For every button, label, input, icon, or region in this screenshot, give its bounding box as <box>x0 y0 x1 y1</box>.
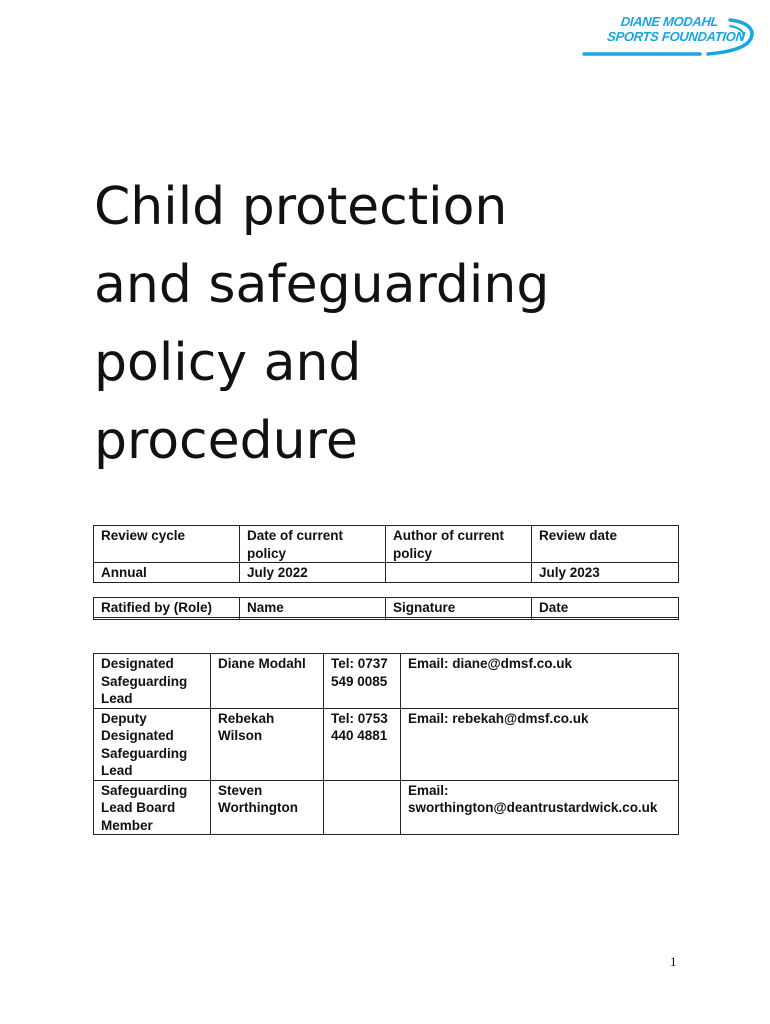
document-title <box>94 168 694 480</box>
header-cell: Ratified by (Role) <box>94 598 240 618</box>
table-row <box>94 654 679 709</box>
table-row <box>94 563 679 583</box>
table-cell <box>386 563 532 583</box>
table-cell <box>532 617 679 619</box>
contact-email: Email: diane@dmsf.co.uk <box>401 654 679 709</box>
table-cell <box>240 617 386 619</box>
header-cell: Date of current policy <box>240 526 386 563</box>
header-cell: Name <box>240 598 386 618</box>
review-table <box>93 525 679 583</box>
header-cell: Date <box>532 598 679 618</box>
contact-email: Email: sworthington@deantrustardwick.co.uk <box>401 780 679 835</box>
table-cell: July 2022 <box>240 563 386 583</box>
table-cell <box>94 617 240 619</box>
table-row <box>94 526 679 563</box>
table-cell <box>386 617 532 619</box>
contact-name: Diane Modahl <box>211 654 324 709</box>
title-line3: policy and <box>94 333 362 393</box>
table-row <box>94 617 679 619</box>
contact-role: Safeguarding Lead Board Member <box>94 780 211 835</box>
contact-email: Email: rebekah@dmsf.co.uk <box>401 708 679 780</box>
title-line4: procedure <box>94 411 358 471</box>
contact-tel: Tel: 0737 549 0085 <box>324 654 401 709</box>
page-number: 1 <box>670 954 677 969</box>
table-row <box>94 780 679 835</box>
title-line1: Child protection <box>94 177 508 237</box>
contacts-table <box>93 653 679 835</box>
logo-line1: DIANE MODAHL <box>620 14 720 29</box>
contact-name: Rebekah Wilson <box>211 708 324 780</box>
table-cell: Annual <box>94 563 240 583</box>
ratified-table <box>93 597 679 620</box>
contact-name: Steven Worthington <box>211 780 324 835</box>
contact-role: Deputy Designated Safeguarding Lead <box>94 708 211 780</box>
contact-role: Designated Safeguarding Lead <box>94 654 211 709</box>
header-cell: Author of current policy <box>386 526 532 563</box>
logo-text <box>606 14 747 44</box>
logo <box>580 12 758 58</box>
table-row <box>94 598 679 618</box>
contact-tel: Tel: 0753 440 4881 <box>324 708 401 780</box>
header-cell: Signature <box>386 598 532 618</box>
logo-line2: SPORTS FOUNDATION <box>606 29 746 44</box>
header-cell: Review date <box>532 526 679 563</box>
table-row <box>94 708 679 780</box>
contact-tel <box>324 780 401 835</box>
header-cell: Review cycle <box>94 526 240 563</box>
title-line2: and safeguarding <box>94 255 550 315</box>
table-cell: July 2023 <box>532 563 679 583</box>
